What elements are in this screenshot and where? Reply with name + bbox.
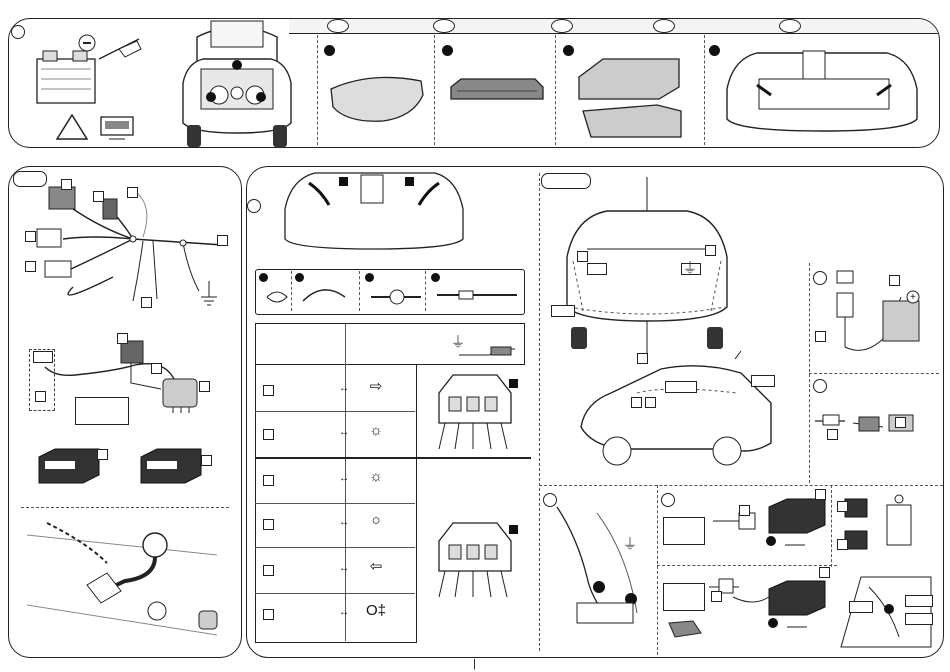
bidirectional-arrow-icon: ↔ xyxy=(339,517,349,528)
part-tag xyxy=(895,417,906,428)
part-tag xyxy=(25,261,36,272)
relay-illustration xyxy=(159,371,203,415)
light-icon: ☼ xyxy=(369,468,383,485)
part-tag xyxy=(61,179,72,190)
bidirectional-arrow-icon: ↔ xyxy=(339,607,349,618)
label-box xyxy=(665,381,697,393)
part-tag xyxy=(117,333,128,344)
part-tag xyxy=(35,391,46,402)
part-tag xyxy=(815,489,826,500)
part-tag xyxy=(199,381,210,392)
text-box xyxy=(663,583,705,611)
part-tag xyxy=(889,275,900,286)
row-checkbox xyxy=(263,475,274,486)
control-unit-illustration xyxy=(35,443,105,487)
part-tag xyxy=(705,245,716,256)
step-oval-1 xyxy=(327,19,349,33)
control-unit-mount-illustration xyxy=(709,493,829,563)
part-tag xyxy=(837,501,848,512)
ground-connector-illustration xyxy=(457,339,517,361)
part-tag xyxy=(819,567,830,578)
part-tag xyxy=(739,505,750,516)
ground-point-illustration xyxy=(547,503,647,633)
part-tag xyxy=(201,455,212,466)
car-rear-closed-illustration xyxy=(719,39,929,139)
step-divider xyxy=(317,35,318,145)
page-number: | xyxy=(473,658,476,670)
step-divider xyxy=(704,35,705,145)
step-marker xyxy=(324,45,335,56)
part-tag xyxy=(127,187,138,198)
boot-floor-illustration xyxy=(447,73,547,113)
circle-lamp-icon: ○ xyxy=(371,512,381,529)
panel-index-circle xyxy=(813,379,827,393)
turn-left-icon: ⇦ xyxy=(369,558,383,575)
fuse-holder-illustration xyxy=(825,267,935,367)
row-checkbox xyxy=(263,519,274,530)
section-divider xyxy=(21,507,229,508)
marker-black xyxy=(509,379,518,388)
row-divider xyxy=(255,411,415,412)
section-divider xyxy=(539,173,540,651)
label-box xyxy=(587,263,607,275)
relay-mount-illustration xyxy=(835,491,935,561)
marker-black xyxy=(339,177,348,186)
main-wiring-panel xyxy=(246,166,944,658)
part-tag xyxy=(141,297,152,308)
left-parts-panel xyxy=(8,166,242,658)
panel-index-circle xyxy=(661,493,675,507)
ground-symbol: ⏚ xyxy=(682,260,698,277)
row-divider xyxy=(255,593,415,594)
pad-illustration xyxy=(665,617,705,641)
part-tag xyxy=(217,235,228,246)
part-tag xyxy=(93,191,104,202)
car-front-wiring-route-illustration xyxy=(577,357,777,477)
car-rear-wiring-route-illustration xyxy=(547,177,747,357)
part-tag xyxy=(827,429,838,440)
part-tag xyxy=(645,397,656,408)
text-box xyxy=(75,397,129,425)
splice-steps-illustration xyxy=(261,277,521,311)
wiring-table xyxy=(255,323,417,643)
text-box xyxy=(663,517,705,545)
row-divider xyxy=(255,457,531,459)
step-oval-2 xyxy=(433,19,455,33)
control-unit-illustration xyxy=(137,443,207,487)
fog-light-icon: O‡ xyxy=(365,602,386,619)
part-tag xyxy=(25,231,36,242)
row-divider xyxy=(255,547,415,548)
step-oval-4 xyxy=(653,19,675,33)
car-rear-trunk-illustration xyxy=(177,18,297,148)
section-divider xyxy=(657,485,658,655)
row-checkbox xyxy=(263,565,274,576)
wiring-harness-illustration xyxy=(23,177,233,317)
ground-symbol: ⏚ xyxy=(450,334,466,351)
part-tag xyxy=(711,591,722,602)
warning-triangle-icon xyxy=(55,113,89,141)
ground-symbol: ⏚ xyxy=(622,536,638,553)
part-tag xyxy=(837,539,848,550)
part-tag xyxy=(631,397,642,408)
marker-black xyxy=(405,177,414,186)
side-trim-illustration xyxy=(571,51,691,143)
row-checkbox xyxy=(263,385,274,396)
label-box xyxy=(33,351,53,363)
row-checkbox xyxy=(263,429,274,440)
section-divider xyxy=(657,565,837,566)
step-divider xyxy=(434,35,435,145)
label-box xyxy=(905,595,933,607)
part-tag xyxy=(97,449,108,460)
row-checkbox xyxy=(263,609,274,620)
part-tag xyxy=(815,331,826,342)
panel-index-circle xyxy=(247,199,261,213)
step-marker xyxy=(442,45,453,56)
monitor-icon xyxy=(99,115,135,141)
part-tag xyxy=(577,251,588,262)
top-panel xyxy=(8,18,940,148)
label-box xyxy=(551,305,575,317)
bidirectional-arrow-icon: ↔ xyxy=(339,427,349,438)
label-box xyxy=(905,613,933,625)
marker-black xyxy=(509,525,518,534)
bidirectional-arrow-icon: ↔ xyxy=(339,383,349,394)
car-rear-lights-illustration xyxy=(279,169,469,259)
section-divider xyxy=(539,485,943,486)
section-divider xyxy=(809,373,939,374)
step-divider xyxy=(555,35,556,145)
battery-illustration xyxy=(29,29,149,109)
bidirectional-arrow-icon: ↔ xyxy=(339,563,349,574)
parcel-shelf-illustration xyxy=(327,69,427,129)
label-box xyxy=(751,375,775,387)
top-index-circle xyxy=(11,25,25,39)
light-icon: ☼ xyxy=(369,422,383,439)
turn-right-icon: ⇨ xyxy=(369,378,383,395)
step-oval-3 xyxy=(551,19,573,33)
top-header-strip xyxy=(289,19,939,34)
row-divider xyxy=(255,503,415,504)
step-oval-5 xyxy=(779,19,801,33)
towbar-illustration xyxy=(27,515,227,645)
control-unit-mount-illustration xyxy=(703,569,833,649)
label-box xyxy=(849,601,873,613)
section-divider xyxy=(831,485,832,567)
plus-symbol: + xyxy=(910,292,916,303)
bidirectional-arrow-icon: ↔ xyxy=(339,473,349,484)
